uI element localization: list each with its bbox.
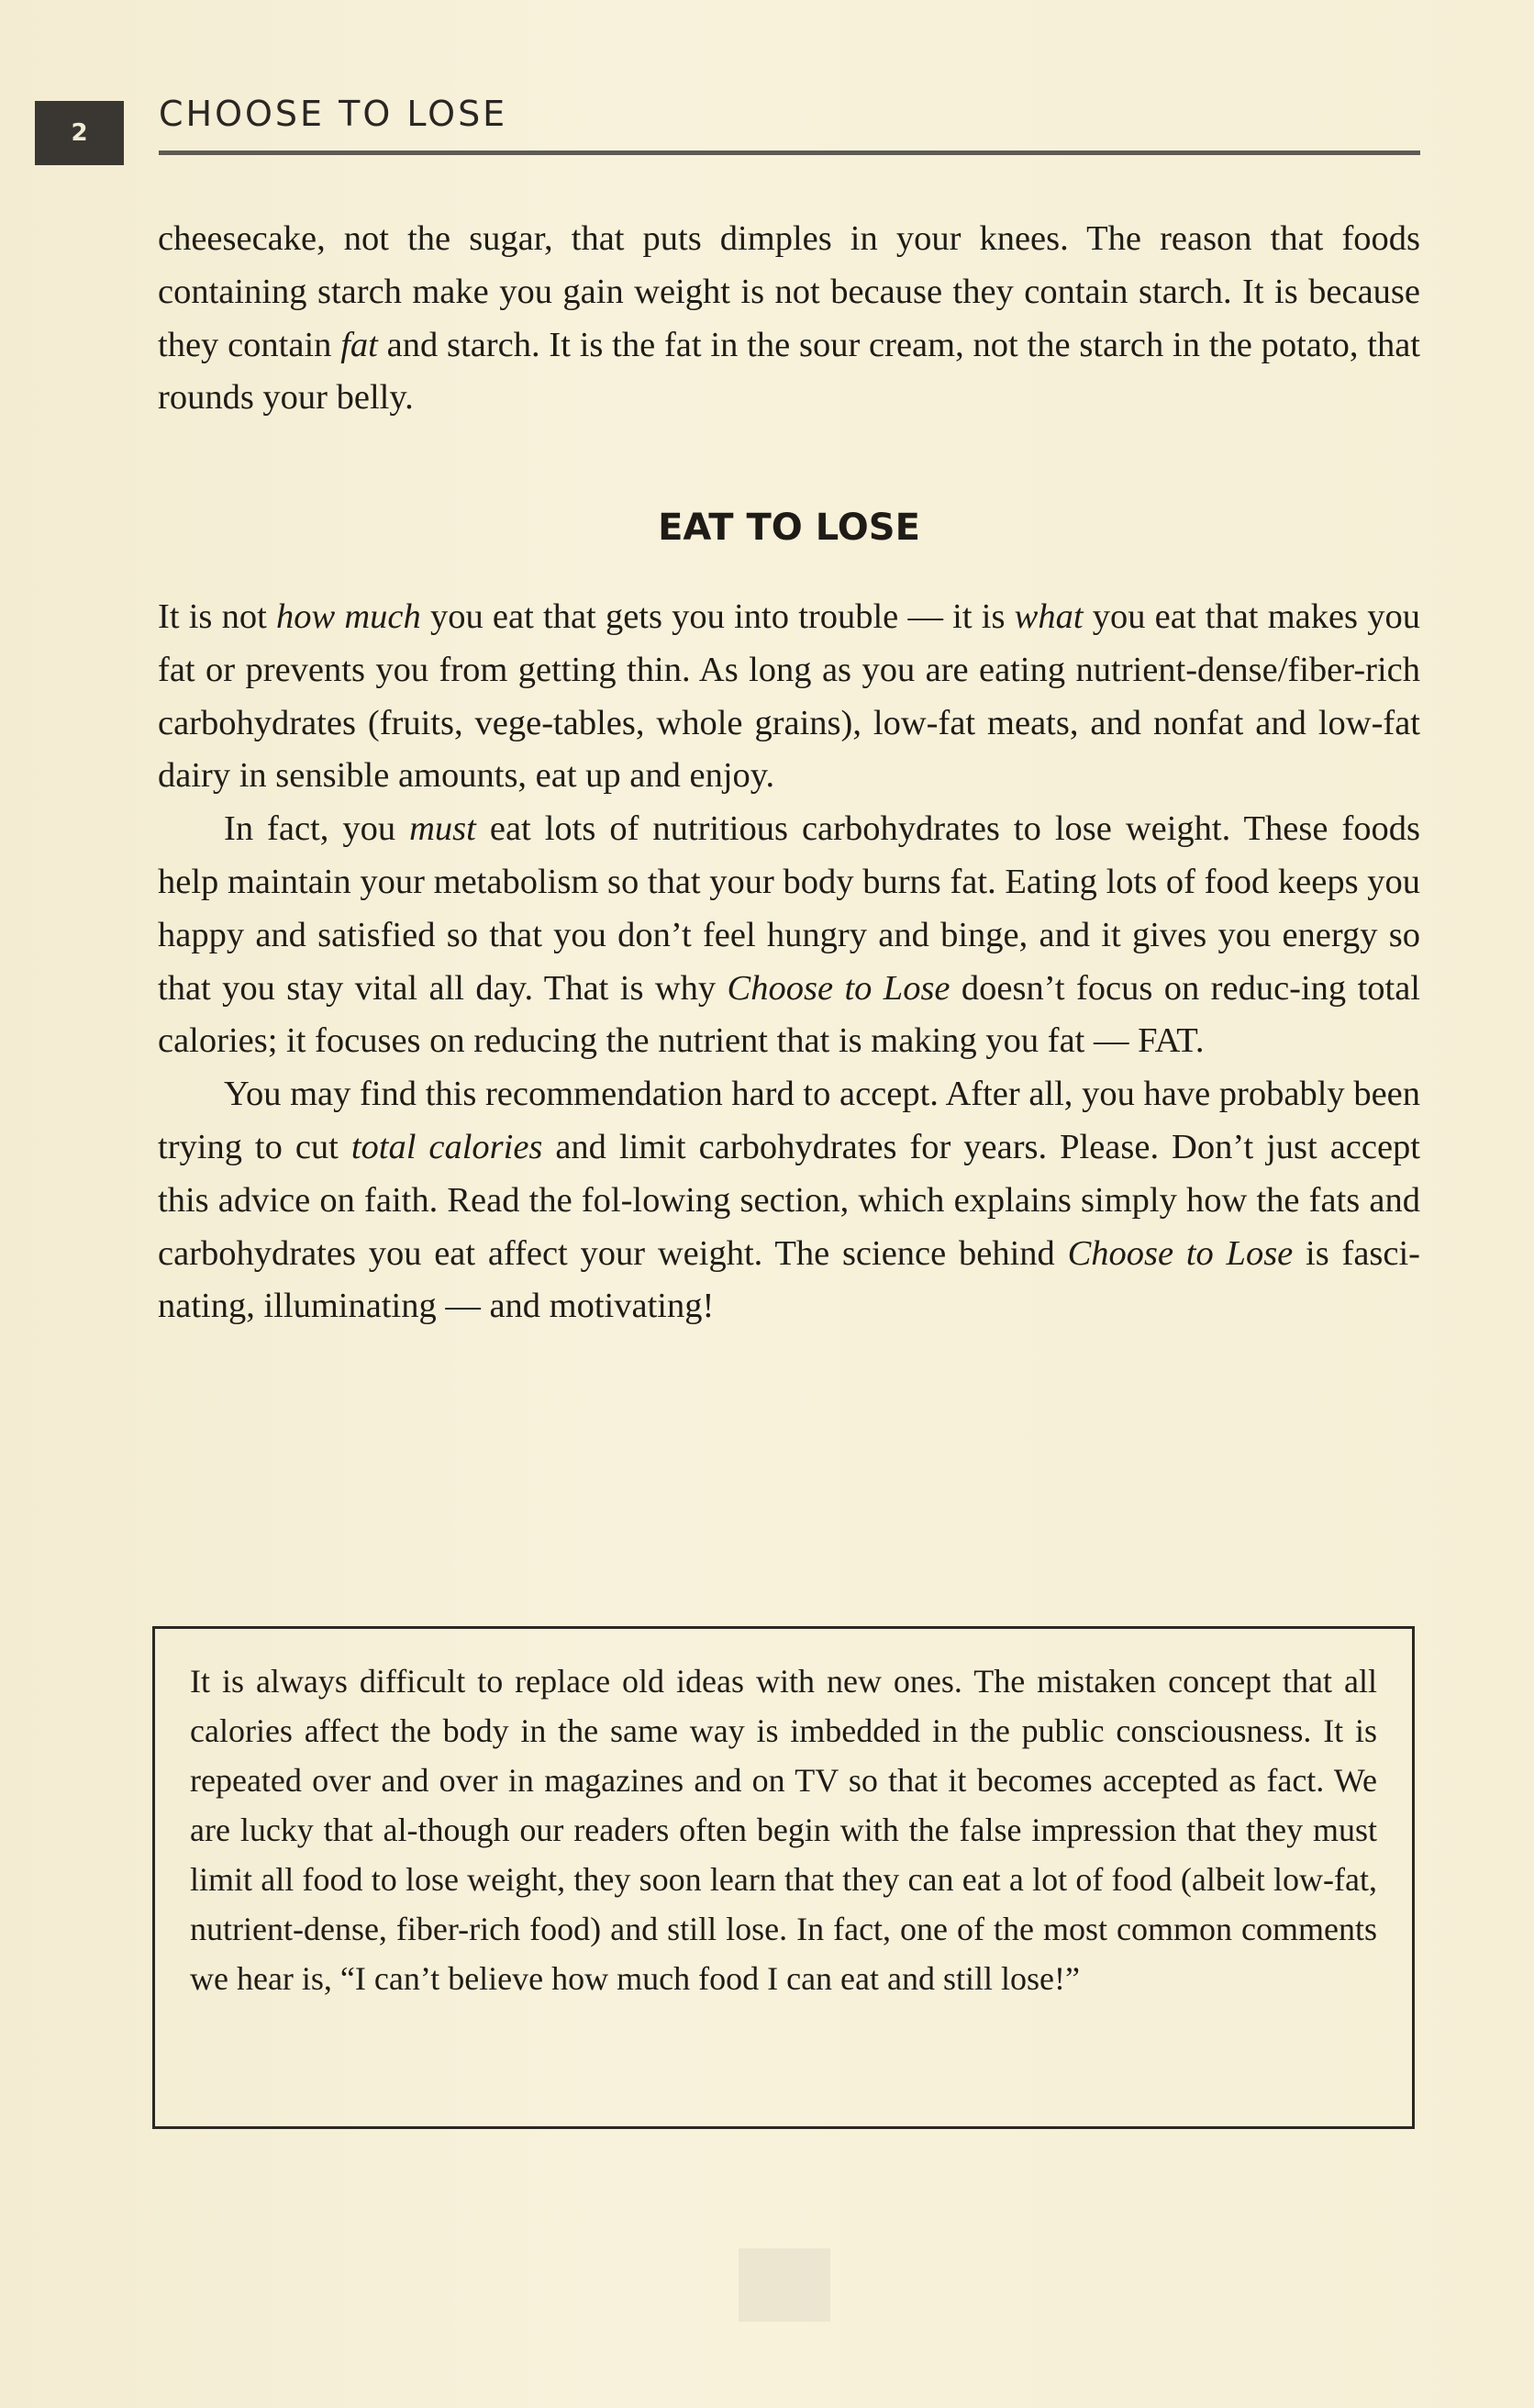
section-heading: EAT TO LOSE <box>658 507 920 549</box>
p1-emphasis-1: how much <box>276 597 421 636</box>
callout-box <box>152 1626 1415 2129</box>
p3-text-b: and limit carbohydrates for years. Please. Don’t just accept this advice on faith. Read the fol-lowing section, which explains simply how the fats and carbohydrates you eat affect your weight. The science behind <box>158 1127 1420 1273</box>
p1-emphasis-2: what <box>1014 597 1084 636</box>
p3-emphasis-1: total calories <box>350 1127 543 1166</box>
callout-text: It is always difficult to replace old ideas with new ones. The mistaken concept that all calories affect the body in the same way is imbedded in the public consciousness. It is repeated over and over in magazines and on TV so that it becomes accepted as fact. We are lucky that al-though our readers often begin with the false impression that they must limit all food to lose weight, they soon learn that they can eat a lot of food (albeit low-fat, nutrient-dense, fiber-rich food) and still lose. In fact, one of the most common comments we hear is, “I can’t believe how much food I can eat and still lose!” <box>190 1663 1377 1997</box>
page-smudge <box>739 2248 830 2322</box>
intro-emphasis: fat <box>340 325 378 364</box>
section-paragraph-3 <box>158 1068 1420 1333</box>
p3-emphasis-2: Choose to Lose <box>1067 1233 1294 1273</box>
p1-text-c: you eat that makes you fat or prevents you from getting thin. As long as you are eating nutrient-dense/fiber-rich carbohydrates (fruits, vege-tables, whole grains), low-fat meats, and nonfat and low-fat dairy in sensible amounts, eat up and enjoy. <box>158 597 1420 796</box>
section-paragraph-1 <box>158 591 1420 803</box>
header-rule <box>159 150 1420 155</box>
page-header <box>35 92 1420 165</box>
p2-text-a: In fact, you <box>224 809 410 849</box>
section-body <box>158 591 1420 1333</box>
p3-text-a: You may find this recommendation hard to accept. After all, you have probably been trying to cut <box>158 1075 1420 1166</box>
section-paragraph-2 <box>158 803 1420 1068</box>
intro-text-b: and starch. It is the fat in the sour cream, not the starch in the potato, that rounds your belly. <box>158 325 1420 418</box>
intro-text-a: cheesecake, not the sugar, that puts dimples in your knees. The reason that foods containing starch make you gain weight is not because they contain starch. It is because they contain <box>158 219 1420 364</box>
p2-text-c: doesn’t focus on reduc-ing total calories; it focuses on reducing the nutrient that is making you fat — FAT. <box>158 968 1420 1061</box>
p1-text-b: you eat that gets you into trouble — it is <box>420 597 1015 636</box>
p2-text-b: eat lots of nutritious carbohydrates to lose weight. These foods help maintain your metabolism so that your body burns fat. Eating lots of food keeps you happy and satisfied so that you don’t feel hungry and binge, and it gives you energy so that you stay vital all day. That is why <box>158 809 1421 1008</box>
p2-emphasis-1: must <box>409 809 476 849</box>
p1-text-a: It is not <box>158 597 276 636</box>
intro-paragraph <box>158 213 1420 425</box>
page-number: 2 <box>35 101 124 165</box>
p2-emphasis-2: Choose to Lose <box>727 968 950 1008</box>
running-title: CHOOSE TO LOSE <box>159 94 508 134</box>
intro-text <box>158 213 1420 425</box>
p3-text-c: is fasci-nating, illuminating — and motivating! <box>158 1233 1420 1326</box>
